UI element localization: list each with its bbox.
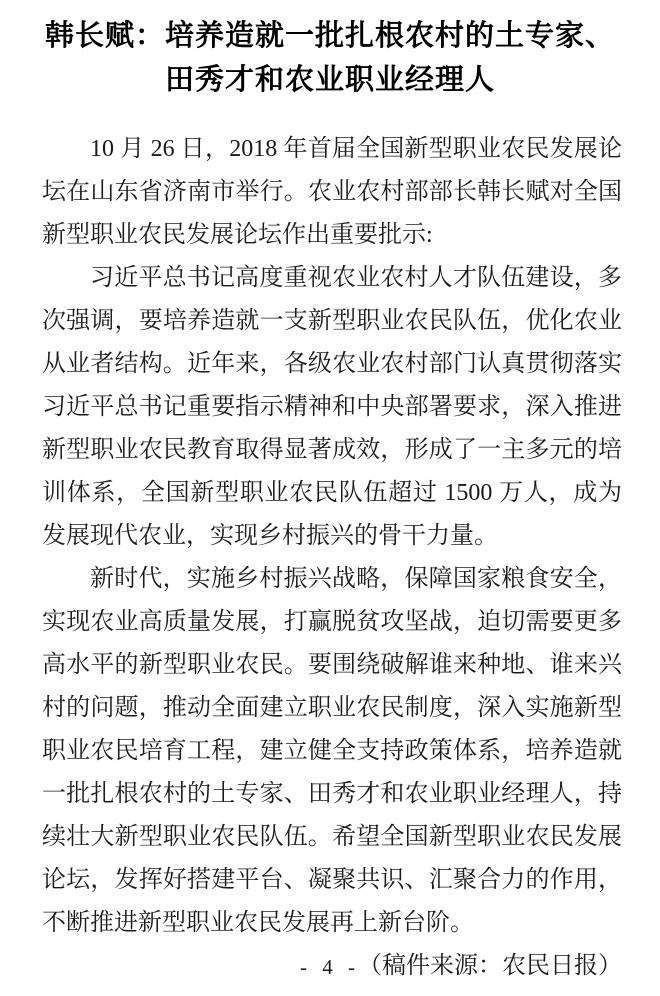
document-title [40,14,620,102]
source-attribution: （稿件来源：农民日报） [358,953,622,979]
paragraph-instruction-2 [42,558,622,979]
document-title-line-1: 韩长赋：培养造就一批扎根农村的土专家、 [44,20,615,52]
page-number: - 4 - [300,955,360,979]
paragraph-instruction-2-text: 新时代，实施乡村振兴战略，保障国家粮食安全，实现农业高质量发展，打赢脱贫攻坚战，迫切需要更多高水平的新型职业农民。要围绕破解谁来种地、谁来兴村的问题，推动全面建立职业农民制度，深入实施新型职业农民培育工程，建立健全支持政策体系，培养造就一批扎根农村的土专家、田秀才和农业职业经理人，持续壮大新型职业农民队伍。希望全国新型职业农民发展论坛，发挥好搭建平台、凝聚共识、汇聚合力的作用，不断推进新型职业农民发展再上新台阶。 [42,566,622,936]
paragraph-instruction-1: 习近平总书记高度重视农业农村人才队伍建设，多次强调，要培养造就一支新型职业农民队伍，优化农业从业者结构。近年来，各级农业农村部门认真贯彻落实习近平总书记重要指示精神和中央部署要求，深入推进新型职业农民教育取得显著成效，形成了一主多元的培训体系，全国新型职业农民队伍超过 1500 万人，成为发展现代农业，实现乡村振兴的骨干力量。 [42,265,622,549]
document-body [42,128,622,979]
document-title-line-2: 田秀才和农业职业经理人 [164,64,495,96]
paragraph-intro: 10 月 26 日，2018 年首届全国新型职业农民发展论坛在山东省济南市举行。农业农村部部长韩长赋对全国新型职业农民发展论坛作出重要批示: [42,136,622,248]
